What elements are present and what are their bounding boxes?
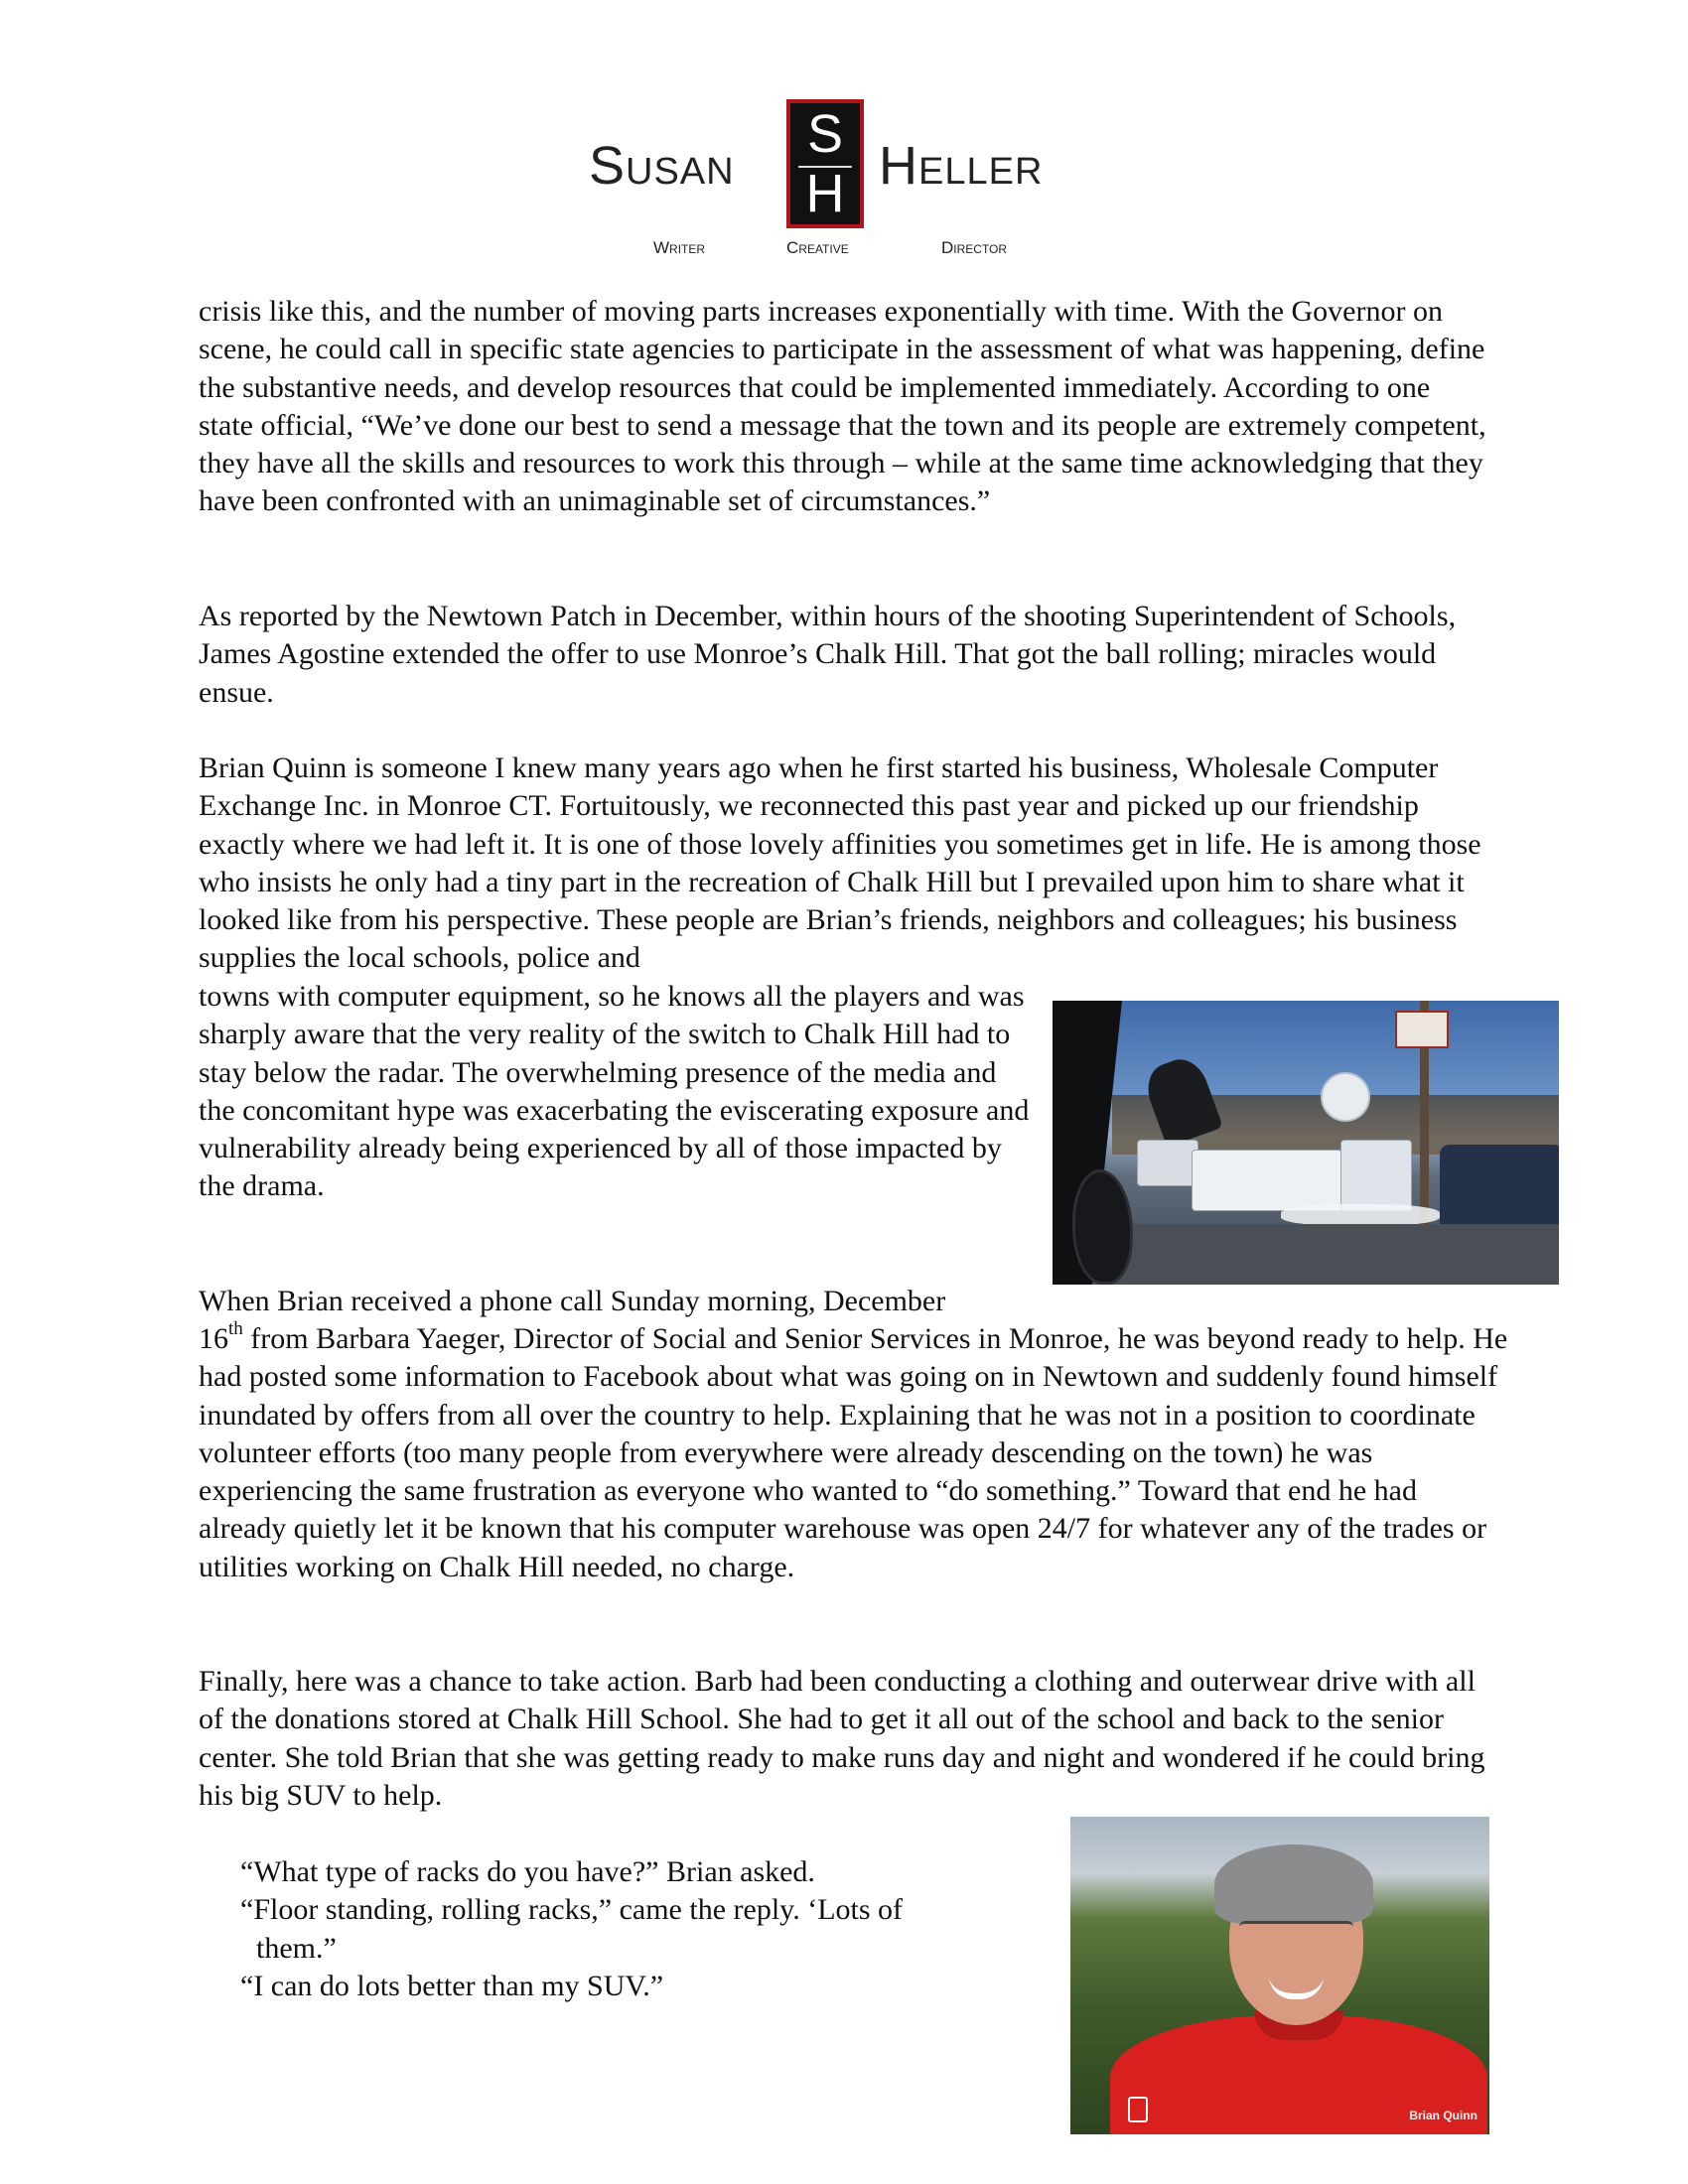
photo-hair xyxy=(1214,1844,1373,1924)
paragraph-brian-quinn: Brian Quinn is someone I knew many years ago when he first started his business, Wholesale Computer Exchange Inc. in Monroe CT. Fortuitously, we reconnected this past year and picked up our friendship exactly where we had left it. It is one of those lovely affinities you sometimes get in life. He is among those who insists he only had a tiny part in the recreation of Chalk Hill but I prevailed upon him to share what it looked like from his perspective. These people are Brian’s friends, neighbors and colleagues; his business supplies the local schools, police and xyxy=(199,751,1481,975)
monogram-letter-s: S xyxy=(806,104,844,164)
paragraph-phone-call-first-line: When Brian received a phone call Sunday morning, December xyxy=(199,1285,946,1317)
photo-snowbank xyxy=(1281,1204,1440,1226)
paragraph-finally: Finally, here was a chance to take action. Barb had been conducting a clothing and outerwear drive with all of the donations stored at Chalk Hill School. She had to get it all out of the school and back to the senior center. She told Brian that she was getting ready to make runs day and night and wondered if he could bring his big SUV to help. xyxy=(199,1665,1485,1812)
letterhead-role-writer: Writer xyxy=(653,238,706,257)
media-trucks-photo xyxy=(1053,1001,1559,1285)
photo-truck xyxy=(1340,1140,1412,1211)
photo-truck xyxy=(1137,1140,1198,1186)
paragraph-newtown-patch: As reported by the Newtown Patch in December, within hours of the shooting Superintendent of Schools, James Agostine extended the offer to use Monroe’s Chalk Hill. That got the ball rolling; miracles would ensue. xyxy=(199,600,1457,709)
photo-roadside-sign xyxy=(1395,1011,1449,1048)
dialog-line: “I can do lots better than my SUV.” xyxy=(240,1969,664,2002)
photo-side-mirror xyxy=(1072,1169,1133,1285)
dialog-block xyxy=(240,1853,1055,2005)
monogram-logo xyxy=(786,99,864,228)
photo-caption: Brian Quinn xyxy=(1409,2109,1477,2122)
photo-truck xyxy=(1192,1150,1342,1211)
letterhead-last-name: Heller xyxy=(879,136,1044,196)
shirt-logo-icon xyxy=(1128,2097,1148,2122)
letterhead-first-name: Susan xyxy=(589,136,735,196)
dialog-line: “What type of racks do you have?” Brian asked. xyxy=(240,1855,815,1888)
paragraph-phone-call-body: from Barbara Yaeger, Director of Social and Senior Services in Monroe, he was beyond ready to help. He had posted some information to Facebook about what was going on in Newtown and suddenly found himself inundated by offers from all over the country to help. Explaining that he was not in a position to coordinate volunteer efforts (too many people from everywhere were already descending on the town) he was experiencing the same frustration as everyone who wanted to “do something.” Toward that end he had already quietly let it be known that his computer warehouse was open 24/7 for whatever any of the trades or utilities working on Chalk Hill needed, no charge. xyxy=(199,1322,1508,1583)
brian-quinn-portrait-photo xyxy=(1070,1817,1489,2134)
photo-glasses xyxy=(1239,1921,1353,1946)
paragraph-governor: crisis like this, and the number of moving parts increases exponentially with time. With the Governor on scene, he could call in specific state agencies to participate in the assessment of what was happening, define the substantive needs, and develop resources that could be implemented immediately. According to one state official, “We’ve done our best to send a message that the town and its people are extremely competent, they have all the skills and resources to work this through – while at the same time acknowledging that they have been confronted with an unimaginable set of circumstances.” xyxy=(199,295,1486,518)
paragraph-brian-quinn-continued: towns with computer equipment, so he knows all the players and was sharply aware that the very reality of the switch to Chalk Hill had to stay below the radar. The overwhelming presence of the media and the concomitant hype was exacerbating the eviscerating exposure and vulnerability already being experienced by all of those impacted by the drama. xyxy=(199,980,1030,1203)
letterhead-role-director: Director xyxy=(941,238,1008,257)
paragraph-phone-call xyxy=(199,1320,1509,1586)
satellite-dish-icon xyxy=(1321,1072,1370,1122)
dialog-line: them.” xyxy=(256,1931,337,1965)
letterhead-role-creative: Creative xyxy=(786,238,849,257)
monogram-letter-h: H xyxy=(805,164,845,223)
date-day: 16 xyxy=(199,1322,228,1355)
date-suffix: th xyxy=(228,1318,243,1339)
dialog-line: “Floor standing, rolling racks,” came the reply. ‘Lots of xyxy=(240,1893,904,1927)
photo-suv xyxy=(1440,1145,1559,1229)
letterhead xyxy=(0,94,1688,263)
